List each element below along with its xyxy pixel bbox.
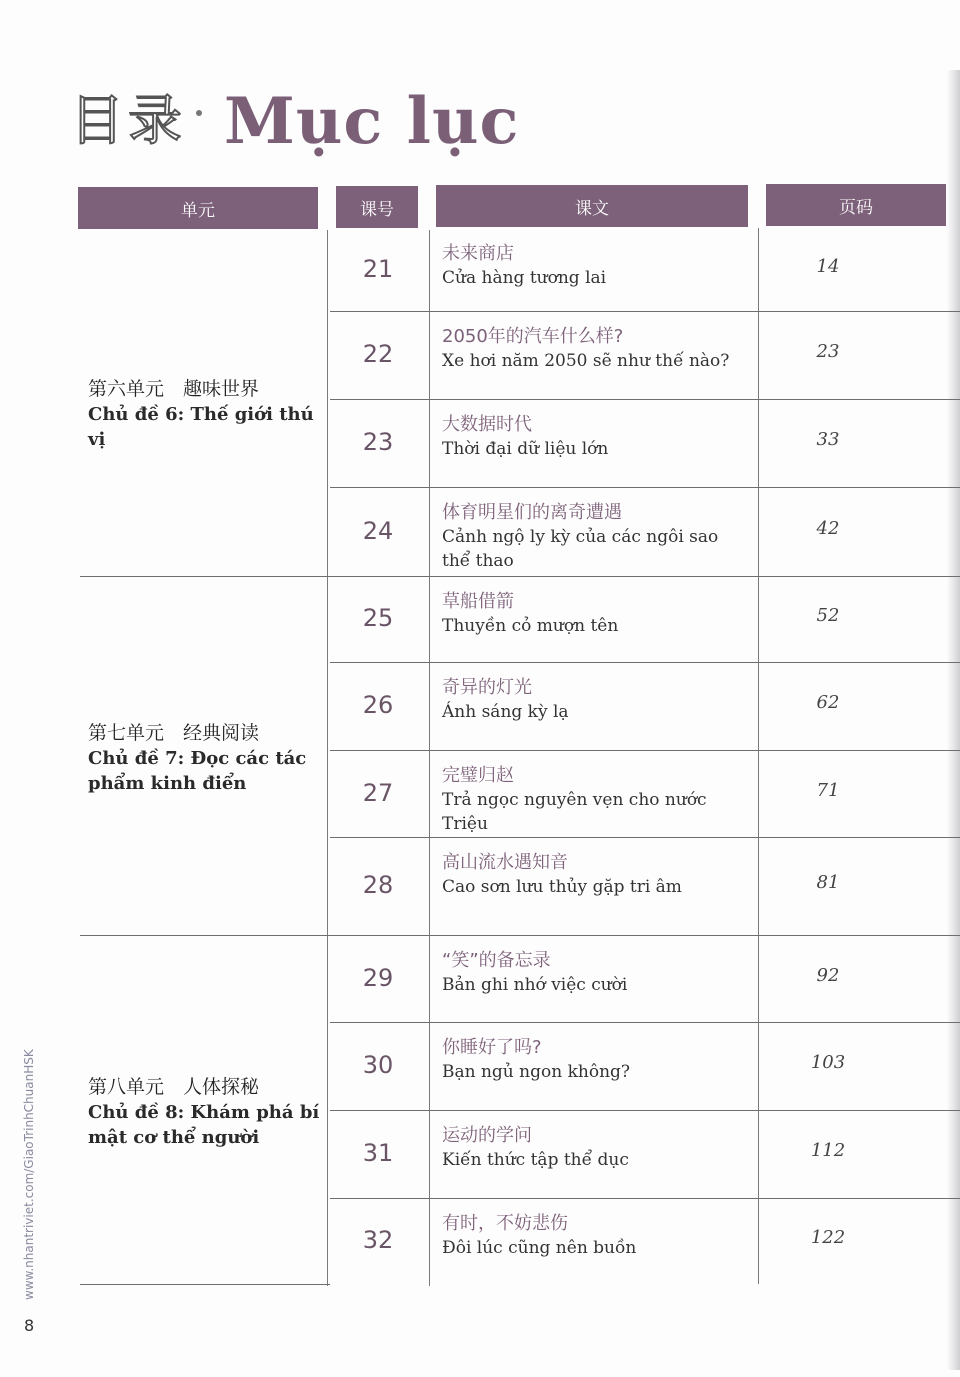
lesson-title-vietnamese: Cao sơn lưu thủy gặp tri âm	[442, 877, 682, 897]
lesson-number: 24	[362, 516, 394, 545]
lesson-text	[442, 1124, 742, 1172]
row-divider	[330, 576, 960, 577]
lesson-number: 26	[362, 691, 394, 719]
header-lesson-number: 课号	[336, 186, 418, 228]
unit-label	[88, 720, 324, 796]
lesson-title-chinese: 奇异的灯光	[442, 677, 532, 698]
column-divider	[327, 230, 328, 1286]
lesson-number: 25	[362, 604, 394, 632]
unit-title-vietnamese: Chủ đề 8: Khám phá bí mật cơ thể người	[88, 1102, 320, 1148]
lesson-text	[442, 325, 742, 373]
page-reference: 81	[816, 872, 840, 893]
row-divider	[330, 487, 960, 488]
lesson-title-vietnamese: Bản ghi nhớ việc cười	[442, 975, 628, 995]
lesson-title-chinese: 高山流水遇知音	[442, 852, 568, 873]
lesson-title-vietnamese: Thuyền cỏ mượn tên	[442, 616, 619, 636]
page-reference: 62	[816, 692, 840, 713]
lesson-text	[442, 1212, 742, 1260]
header-unit: 单元	[78, 187, 318, 229]
lesson-title-vietnamese: Bạn ngủ ngon không?	[442, 1062, 631, 1082]
lesson-number: 30	[362, 1051, 394, 1079]
lesson-number: 21	[362, 254, 394, 283]
lesson-title-vietnamese: Đôi lúc cũng nên buồn	[442, 1238, 637, 1258]
column-divider	[429, 230, 430, 1286]
page-edge-shadow	[946, 70, 960, 1370]
page-reference: 103	[810, 1052, 846, 1073]
side-url: www.nhantriviet.com/GiaoTrinhChuanHSK	[22, 1049, 36, 1300]
unit-title-vietnamese: Chủ đề 7: Đọc các tác phẩm kinh điển	[88, 748, 307, 794]
lesson-number: 28	[362, 871, 394, 899]
lesson-title-chinese: 你睡好了吗?	[442, 1037, 542, 1058]
unit-divider	[80, 576, 330, 577]
page-reference: 42	[816, 517, 840, 539]
lesson-text	[442, 851, 742, 899]
lesson-text	[442, 501, 742, 573]
unit-divider	[80, 935, 330, 936]
row-divider	[330, 750, 960, 751]
row-divider	[330, 1110, 960, 1111]
lesson-text	[442, 949, 742, 997]
unit-divider	[80, 1284, 330, 1285]
row-divider	[330, 662, 960, 663]
lesson-number: 29	[362, 963, 394, 992]
unit-title-chinese: 第七单元 经典阅读	[88, 722, 260, 744]
column-divider	[758, 228, 759, 1284]
lesson-title-chinese: 大数据时代	[442, 414, 532, 435]
page-reference: 92	[816, 964, 840, 986]
page-reference: 71	[816, 779, 840, 801]
title-vietnamese: Mục lục	[224, 84, 520, 159]
lesson-title-chinese: 2050年的汽车什么样?	[442, 326, 624, 347]
lesson-title-vietnamese: Cảnh ngộ ly kỳ của các ngôi sao thể thao	[442, 527, 719, 571]
title-separator-dot	[196, 110, 202, 116]
lesson-text	[442, 242, 742, 290]
lesson-number: 31	[362, 1139, 394, 1167]
header-lesson-text: 课文	[436, 185, 748, 227]
lesson-title-vietnamese: Cửa hàng tương lai	[442, 268, 607, 288]
row-divider	[330, 399, 960, 400]
lesson-text	[442, 590, 742, 638]
lesson-title-chinese: 未来商店	[442, 243, 514, 264]
lesson-text	[442, 676, 742, 724]
row-divider	[330, 935, 960, 936]
lesson-title-vietnamese: Ánh sáng kỳ lạ	[442, 702, 569, 722]
lesson-title-vietnamese: Thời đại dữ liệu lớn	[442, 439, 609, 459]
lesson-title-chinese: 草船借箭	[442, 591, 514, 612]
page-reference: 112	[810, 1140, 846, 1161]
page-reference: 23	[816, 341, 840, 362]
lesson-title-chinese: “笑”的备忘录	[442, 950, 551, 971]
lesson-title-chinese: 完璧归赵	[442, 765, 514, 786]
lesson-title-vietnamese: Xe hơi năm 2050 sẽ như thế nào?	[442, 351, 730, 371]
lesson-number: 32	[362, 1226, 394, 1254]
page-reference: 122	[810, 1227, 846, 1248]
page-number: 8	[24, 1316, 35, 1335]
row-divider	[330, 837, 960, 838]
lesson-title-vietnamese: Trả ngọc nguyên vẹn cho nước Triệu	[442, 790, 707, 834]
title-chinese: 目录	[70, 89, 186, 152]
unit-label	[88, 376, 324, 452]
unit-title-vietnamese: Chủ đề 6: Thế giới thú vị	[88, 404, 314, 450]
row-divider	[330, 1022, 960, 1023]
unit-title-chinese: 第六单元 趣味世界	[88, 378, 260, 400]
lesson-title-chinese: 运动的学问	[442, 1125, 532, 1146]
row-divider	[330, 311, 960, 312]
header-page: 页码	[766, 184, 946, 226]
lesson-text	[442, 764, 742, 836]
lesson-number: 27	[362, 778, 394, 807]
page-reference: 52	[816, 605, 840, 626]
row-divider	[330, 1198, 960, 1199]
lesson-text	[442, 413, 742, 461]
lesson-title-chinese: 有时，不妨悲伤	[442, 1213, 568, 1234]
unit-title-chinese: 第八单元 人体探秘	[88, 1076, 260, 1098]
unit-label	[88, 1074, 324, 1150]
page-reference: 14	[816, 255, 840, 277]
lesson-number: 22	[362, 340, 394, 368]
page-reference: 33	[816, 429, 840, 450]
lesson-title-chinese: 体育明星们的离奇遭遇	[442, 502, 622, 523]
lesson-title-vietnamese: Kiến thức tập thể dục	[442, 1150, 629, 1170]
lesson-number: 23	[362, 428, 394, 456]
lesson-text	[442, 1036, 742, 1084]
